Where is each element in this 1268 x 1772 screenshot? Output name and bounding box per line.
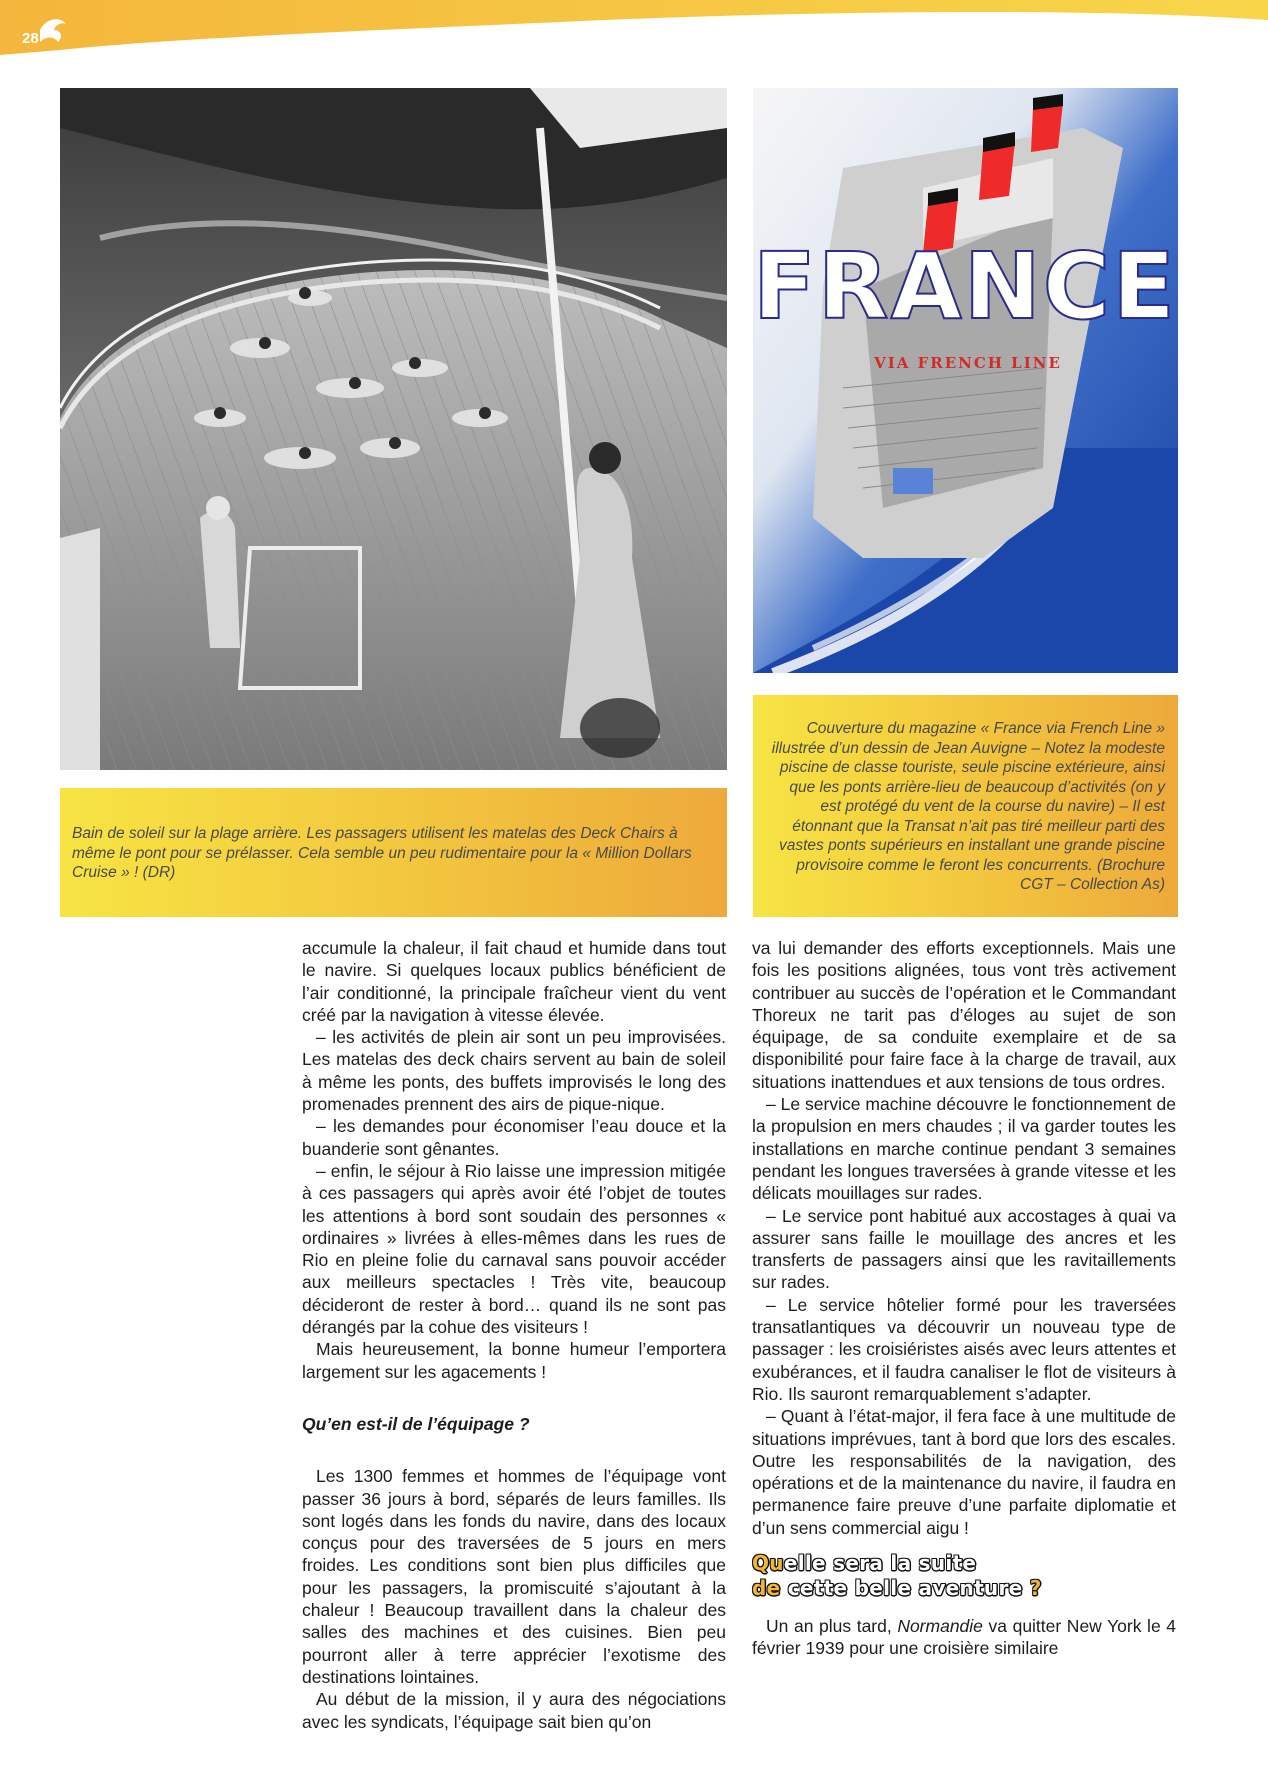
paragraph: – Le service hôtelier formé pour les traversées transatlantiques va découvrir un nouveau type de passager : les croisiéristes aisés avec leurs attentes et exubérances, et il faudra canaliser le flot de visiteurs à Rio. Ils sauront remarquablement s’adapter.	[752, 1294, 1176, 1404]
section-heading	[752, 1551, 1176, 1601]
caption-right: Couverture du magazine « France via French Line » illustrée d’un dessin de Jean Auvigne – Notez la modeste piscine de classe touriste, seule piscine extérieure, ainsi que les ponts arrière-lieu de beaucoup d’activités (on y est protégé du vent de la course du navire) – Il est étonnant que la Transat n’ait pas tiré meilleur parti des vastes ponts supérieurs en installant une grande piscine provisoire comme le feront les concurrents. (Brochure CGT – Collection As)	[753, 695, 1178, 917]
section-subheading: Qu’en est-il de l’équipage ?	[302, 1413, 530, 1434]
paragraph: – Le service machine découvre le fonctionnement de la propulsion en mers chaudes ; il va garder toutes les installations en marche continue pendant 3 semaines pendant les longues traversées à grande vitesse et les délicats mouillages sur rades.	[752, 1094, 1176, 1204]
paragraph-text: va quitter New York le 4 février 1939 pour une croisière similaire	[752, 1616, 1176, 1659]
paragraph: va lui demander des efforts exceptionnels. Mais une fois les positions alignées, tous vont très activement contribuer au succès de l’opération et le Commandant Thoreux ne tarit pas d’éloges au sujet de son équipage, de sa conduite exemplaire et de sa disponibilité pour faire face à la charge de travail, aux situations inattendues et aux tensions de tous ordres.	[752, 938, 1176, 1092]
page-number: 28	[22, 30, 39, 47]
paragraph: – enfin, le séjour à Rio laisse une impression mitigée à ces passagers qui après avoir été l’objet de toutes les attentions à bord sont soudain des personnes « ordinaires » livrées à elles-mêmes dans les rues de Rio en pleine folie du carnaval sans pouvoir accéder aux meilleurs spectacles ! Très vite, beaucoup décideront de rester à bord… quand ils ne sont pas dérangés par la cohue des visiteurs !	[302, 1160, 726, 1338]
poster-image	[753, 88, 1178, 673]
poster-title: FRANCE	[753, 233, 1178, 340]
caption-left: Bain de soleil sur la plage arrière. Les passagers utilisent les matelas des Deck Chairs à même le pont pour se prélasser. Cela semble un peu rudimentaire pour la « Million Dollars Cruise » ! (DR)	[60, 788, 727, 917]
paragraph: Les 1300 femmes et hommes de l’équipage vont passer 36 jours à bord, séparés de leurs familles. Ils sont logés dans les fonds du navire, dans des locaux conçus pour des traversées de 5 jours en mers froides. Les conditions sont bien plus difficiles que pour les passagers, la promiscuité s’ajoutant à la chaleur ! Beaucoup travaillent dans la chaleur des salles des machines et des cuisines. Bien peu pourront aller à terre apprécier l’exotisme des destinations lointaines.	[302, 1466, 726, 1687]
paragraph: accumule la chaleur, il fait chaud et humide dans tout le navire. Si quelques locaux publics bénéficient de l’air conditionné, la principale fraîcheur vient du vent créé par la navigation à vitesse élevée.	[302, 938, 726, 1025]
heading-text: elle sera la suite	[783, 1551, 977, 1576]
heading-highlight: Qu	[752, 1551, 784, 1576]
heading-highlight: de	[752, 1576, 781, 1601]
paragraph-text: Un an plus tard,	[766, 1616, 898, 1637]
paragraph: – Quant à l’état-major, il fera face à une multitude de situations imprévues, tant à bord que lors des escales. Outre les responsabilités de la navigation, des opérations et de la maintenance du navire, il faudra en permanence faire preuve d’une parfaite diplomatie et d’un sens commercial aigu !	[752, 1406, 1176, 1538]
article-column-1	[302, 937, 726, 1733]
heading-text: cette belle aventure	[780, 1576, 1023, 1601]
poster-subtitle: VIA FRENCH LINE	[874, 354, 1062, 372]
paragraph: – les demandes pour économiser l’eau douce et la buanderie sont gênantes.	[302, 1116, 726, 1159]
heading-highlight: ?	[1022, 1576, 1042, 1601]
deck-photo	[60, 88, 727, 770]
header-band	[0, 0, 1268, 60]
paragraph	[752, 1615, 1176, 1660]
paragraph: – Le service pont habitué aux accostages à quai va assurer sans faille le mouillage des ancres et les transferts de passagers ainsi que les ravitaillements sur rades.	[752, 1205, 1176, 1293]
paragraph: – les activités de plein air sont un peu improvisées. Les matelas des deck chairs servent au bain de soleil à même les ponts, des buffets improvisés le long des promenades prennent des airs de pique-nique.	[302, 1027, 726, 1115]
deck-photo-image	[60, 88, 727, 770]
ship-name: Normandie	[897, 1616, 983, 1637]
france-poster	[753, 88, 1178, 673]
paragraph: Au début de la mission, il y aura des négociations avec les syndicats, l’équipage sait bien qu’on	[302, 1689, 726, 1732]
article-column-2	[752, 937, 1176, 1660]
paragraph: Mais heureusement, la bonne humeur l’emportera largement sur les agacements !	[302, 1339, 726, 1382]
